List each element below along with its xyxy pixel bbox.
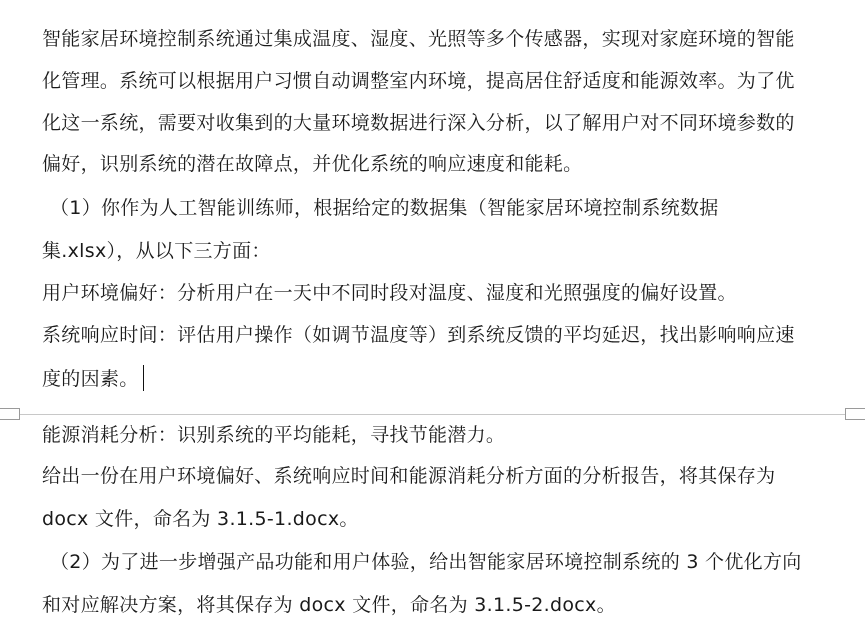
task-2-line[interactable]: 和对应解决方案，将其保存为 docx 文件，命名为 3.1.5-2.docx。 — [42, 594, 616, 616]
response-time-line[interactable]: 系统响应时间：评估用户操作（如调节温度等）到系统反馈的平均延迟，找出影响响应速 — [42, 324, 795, 346]
response-time-text[interactable]: 度的因素。 — [42, 368, 139, 390]
report-instruction-line[interactable]: 给出一份在用户环境偏好、系统响应时间和能源消耗分析方面的分析报告，将其保存为 — [42, 465, 776, 487]
page-corner-mark-right — [845, 408, 865, 420]
energy-analysis-line[interactable]: 能源消耗分析：识别系统的平均能耗，寻找节能潜力。 — [42, 424, 506, 446]
user-preference-line[interactable]: 用户环境偏好：分析用户在一天中不同时段对温度、湿度和光照强度的偏好设置。 — [42, 282, 737, 304]
paragraph-line[interactable]: 智能家居环境控制系统通过集成温度、湿度、光照等多个传感器，实现对家庭环境的智能 — [42, 28, 795, 50]
paragraph-line[interactable]: 化管理。系统可以根据用户习惯自动调整室内环境，提高居住舒适度和能源效率。为了优 — [42, 70, 795, 92]
paragraph-line[interactable]: 偏好，识别系统的潜在故障点，并优化系统的响应速度和能耗。 — [42, 153, 583, 175]
response-time-line-end[interactable] — [42, 365, 144, 392]
report-instruction-line[interactable]: docx 文件，命名为 3.1.5-1.docx。 — [42, 508, 359, 530]
task-1-line[interactable]: 集.xlsx），从以下三方面： — [42, 240, 271, 262]
task-1-line[interactable]: （1）你作为人工智能训练师，根据给定的数据集（智能家居环境控制系统数据 — [50, 197, 719, 219]
page-break-separator — [0, 408, 865, 422]
text-cursor — [143, 365, 145, 391]
task-2-line[interactable]: （2）为了进一步增强产品功能和用户体验，给出智能家居环境控制系统的 3 个优化方向 — [50, 551, 802, 573]
page-corner-mark-left — [0, 408, 20, 420]
paragraph-line[interactable]: 化这一系统，需要对收集到的大量环境数据进行深入分析，以了解用户对不同环境参数的 — [42, 112, 795, 134]
page-break-rule — [0, 414, 865, 415]
